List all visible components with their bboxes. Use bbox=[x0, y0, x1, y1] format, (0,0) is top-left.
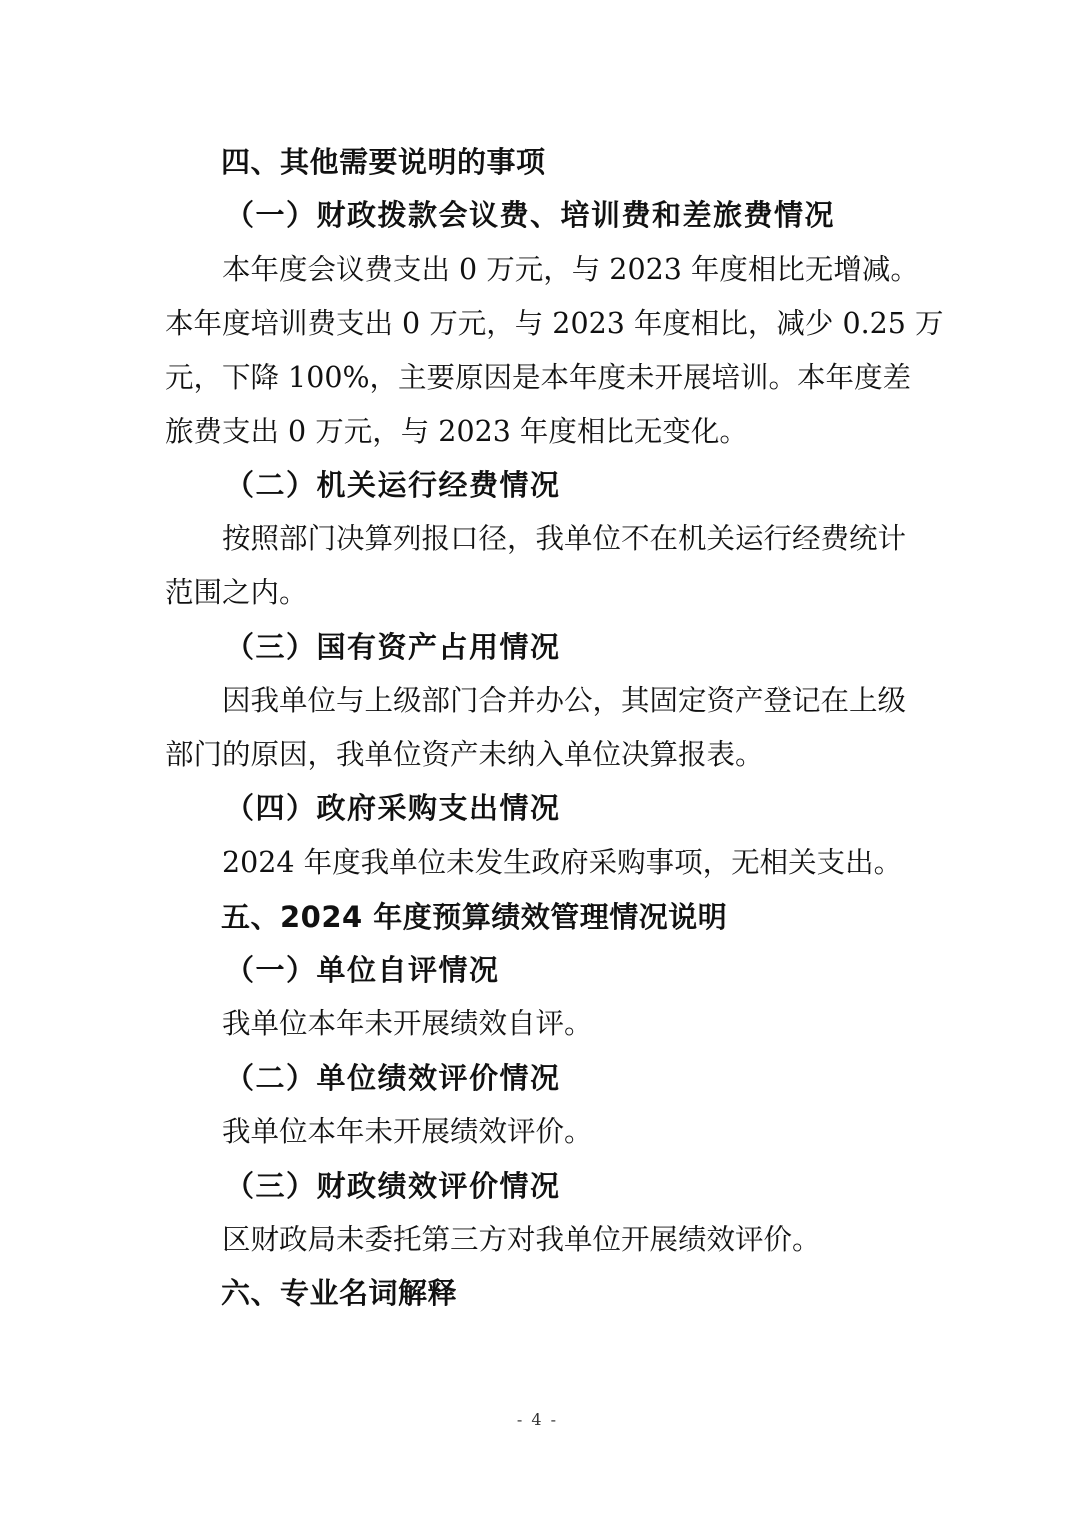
paragraph-line: 我单位本年未开展绩效评价。 bbox=[222, 1115, 593, 1148]
section-4-sub-1-heading: （一）财政拨款会议费、培训费和差旅费情况 bbox=[225, 198, 836, 232]
section-5-sub-2-heading: （二）单位绩效评价情况 bbox=[225, 1061, 561, 1095]
section-4-heading: 四、其他需要说明的事项 bbox=[221, 145, 546, 179]
section-5-sub-3-heading: （三）财政绩效评价情况 bbox=[225, 1169, 561, 1203]
paragraph-line: 因我单位与上级部门合并办公，其固定资产登记在上级 bbox=[222, 684, 907, 717]
paragraph-line: 旅费支出 0 万元，与 2023 年度相比无变化。 bbox=[165, 415, 748, 448]
paragraph-line: 按照部门决算列报口径，我单位不在机关运行经费统计 bbox=[222, 522, 907, 555]
page-number: - 4 - bbox=[516, 1410, 559, 1429]
paragraph-line: 区财政局未委托第三方对我单位开展绩效评价。 bbox=[222, 1223, 821, 1256]
section-5-sub-1-heading: （一）单位自评情况 bbox=[225, 953, 500, 987]
paragraph-line: 本年度会议费支出 0 万元，与 2023 年度相比无增减。 bbox=[222, 253, 919, 286]
section-6-heading: 六、专业名词解释 bbox=[221, 1276, 458, 1310]
section-5-heading: 五、2024 年度预算绩效管理情况说明 bbox=[221, 900, 728, 934]
paragraph-line: 范围之内。 bbox=[165, 576, 308, 609]
paragraph-line: 2024 年度我单位未发生政府采购事项，无相关支出。 bbox=[222, 846, 903, 879]
section-4-sub-3-heading: （三）国有资产占用情况 bbox=[225, 630, 561, 664]
paragraph-line: 元，下降 100%，主要原因是本年度未开展培训。本年度差 bbox=[165, 361, 912, 394]
paragraph-line: 本年度培训费支出 0 万元，与 2023 年度相比，减少 0.25 万 bbox=[165, 307, 944, 340]
paragraph-line: 部门的原因，我单位资产未纳入单位决算报表。 bbox=[165, 738, 764, 771]
paragraph-line: 我单位本年未开展绩效自评。 bbox=[222, 1007, 593, 1040]
section-4-sub-2-heading: （二）机关运行经费情况 bbox=[225, 468, 561, 502]
section-4-sub-4-heading: （四）政府采购支出情况 bbox=[225, 791, 561, 825]
